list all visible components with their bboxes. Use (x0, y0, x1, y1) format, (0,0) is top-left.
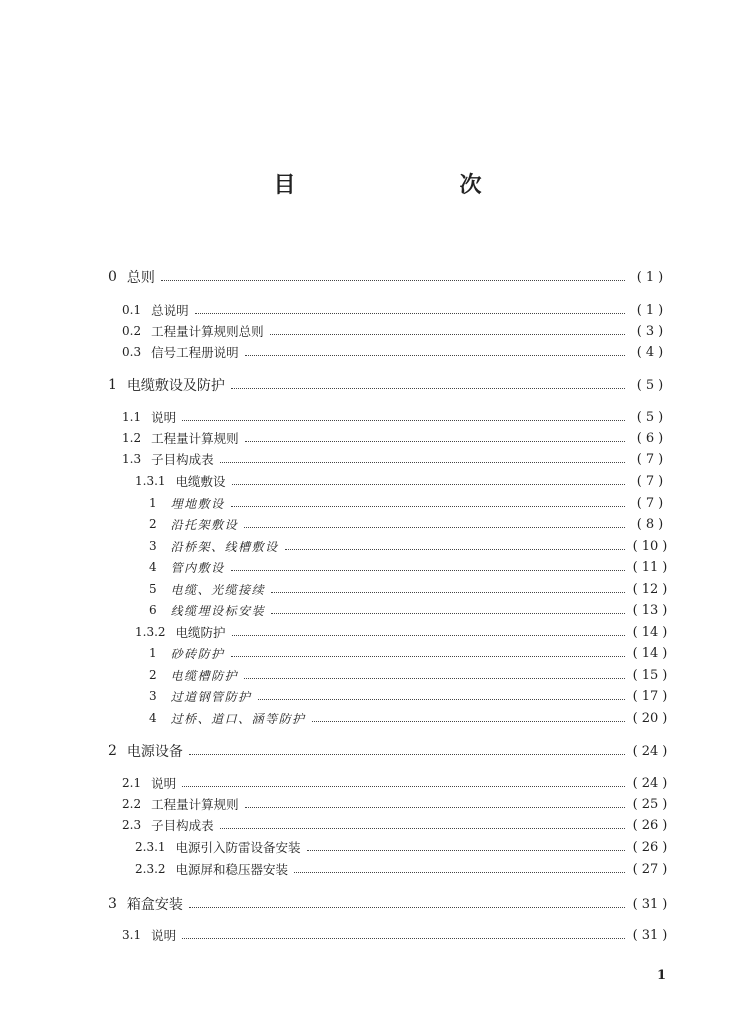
close-paren: ) (658, 302, 664, 318)
dot-leader (220, 827, 625, 829)
toc-entry-number: 3 (108, 896, 117, 912)
close-paren: ) (662, 743, 668, 759)
toc-entry-label: 电缆敷设 (175, 474, 226, 489)
toc-entry-number: 2 (149, 668, 157, 682)
toc-entry-page (631, 496, 669, 511)
toc-entry-page (631, 897, 669, 912)
close-paren: ) (662, 710, 668, 726)
toc-entry[interactable] (0, 375, 755, 395)
toc-entry[interactable] (0, 708, 755, 728)
toc-entry[interactable] (0, 300, 755, 320)
toc-entry[interactable] (0, 471, 755, 491)
open-paren: ( (636, 323, 642, 339)
close-paren: ) (662, 861, 668, 877)
open-paren: ( (636, 269, 642, 285)
toc-entry-page (631, 646, 669, 661)
open-paren: ( (632, 538, 638, 554)
dot-leader (232, 483, 625, 485)
toc-entry-page (631, 539, 669, 554)
toc-entry[interactable] (0, 837, 755, 857)
close-paren: ) (662, 645, 668, 661)
close-paren: ) (658, 495, 664, 511)
toc-entry-page (631, 270, 669, 285)
close-paren: ) (662, 667, 668, 683)
close-paren: ) (662, 688, 668, 704)
open-paren: ( (632, 839, 638, 855)
toc-entry-number: 1.1 (122, 410, 142, 424)
open-paren: ( (632, 624, 638, 640)
toc-entry-label: 电缆、光缆接续 (170, 582, 266, 597)
dot-leader (182, 785, 625, 787)
dot-leader (161, 279, 625, 281)
dot-leader (294, 871, 625, 873)
toc-entry-label: 沿托架敷设 (170, 517, 239, 532)
toc-entry[interactable] (0, 686, 755, 706)
close-paren: ) (662, 796, 668, 812)
close-paren: ) (662, 624, 668, 640)
close-paren: ) (658, 323, 664, 339)
toc-entry-label: 工程量计算规则总则 (151, 324, 264, 339)
toc-entry[interactable] (0, 557, 755, 577)
toc-entry-number: 1 (149, 496, 157, 510)
toc-entry-page-number: 10 (641, 538, 659, 554)
open-paren: ( (636, 451, 642, 467)
close-paren: ) (662, 581, 668, 597)
close-paren: ) (662, 538, 668, 554)
open-paren: ( (632, 817, 638, 833)
toc-entry-page-number: 7 (645, 451, 655, 467)
toc-entry-page (631, 776, 669, 791)
toc-entry-number: 0.3 (122, 345, 142, 359)
toc-entry-number: 2.2 (122, 797, 142, 811)
toc-entry-page-number: 4 (645, 344, 655, 360)
toc-entry-number: 0.2 (122, 324, 142, 338)
toc-entry-page-number: 6 (645, 430, 655, 446)
toc-entry-page-number: 31 (641, 896, 659, 912)
toc-entry-number: 2.3 (122, 818, 142, 832)
toc-entry-page (631, 452, 669, 467)
toc-entry[interactable] (0, 600, 755, 620)
toc-entry-number: 1 (149, 646, 157, 660)
close-paren: ) (658, 377, 664, 393)
toc-entry[interactable] (0, 428, 755, 448)
open-paren: ( (636, 302, 642, 318)
dot-leader (270, 333, 625, 335)
toc-entry[interactable] (0, 321, 755, 341)
toc-entry-number: 1 (108, 377, 117, 393)
close-paren: ) (662, 927, 668, 943)
open-paren: ( (632, 559, 638, 575)
toc-entry-label: 说明 (151, 928, 177, 943)
close-paren: ) (662, 839, 668, 855)
open-paren: ( (636, 409, 642, 425)
close-paren: ) (662, 602, 668, 618)
toc-entry-page (631, 668, 669, 683)
toc-entry-label: 工程量计算规则 (151, 797, 239, 812)
close-paren: ) (658, 409, 664, 425)
toc-entry-label: 管内敷设 (170, 560, 225, 575)
close-paren: ) (658, 451, 664, 467)
toc-entry[interactable] (0, 536, 755, 556)
open-paren: ( (632, 581, 638, 597)
toc-entry[interactable] (0, 643, 755, 663)
toc-entry-page (631, 345, 669, 360)
dot-leader (231, 655, 625, 657)
dot-leader (258, 698, 625, 700)
toc-entry-page-number: 27 (641, 861, 659, 877)
toc-entry-page-number: 14 (641, 645, 659, 661)
toc-entry-label: 电缆槽防护 (170, 668, 239, 683)
toc-entry-page-number: 24 (641, 743, 659, 759)
close-paren: ) (662, 896, 668, 912)
toc-entry[interactable] (0, 741, 755, 761)
toc-entry-label: 过桥、道口、涵等防护 (170, 711, 306, 726)
page-number: 1 (656, 968, 666, 983)
toc-entry-page-number: 3 (645, 323, 655, 339)
open-paren: ( (632, 667, 638, 683)
open-paren: ( (632, 743, 638, 759)
close-paren: ) (658, 473, 664, 489)
toc-entry-page (631, 797, 669, 812)
toc-entry[interactable] (0, 925, 755, 945)
toc-entry-label: 沿桥架、线槽敷设 (170, 539, 279, 554)
toc-entry-page (631, 603, 669, 618)
close-paren: ) (658, 344, 664, 360)
toc-entry-page-number: 11 (641, 559, 659, 575)
toc-entry-page (631, 840, 669, 855)
open-paren: ( (632, 775, 638, 791)
toc-entry-label: 电源设备 (126, 744, 183, 760)
toc-entry-number: 5 (149, 582, 157, 596)
toc-entry-number: 2.1 (122, 776, 142, 790)
toc-entry-page (631, 303, 669, 318)
dot-leader (182, 937, 625, 939)
toc-entry-number: 1.3.2 (135, 625, 166, 639)
toc-entry-label: 子目构成表 (151, 452, 214, 467)
toc-entry-page (631, 324, 669, 339)
toc-entry-label: 说明 (151, 410, 177, 425)
toc-entry[interactable] (0, 407, 755, 427)
page-title: 目 次 (273, 173, 522, 198)
toc-entry[interactable] (0, 267, 755, 287)
open-paren: ( (636, 377, 642, 393)
toc-entry-page (631, 517, 669, 532)
toc-entry[interactable] (0, 815, 755, 835)
toc-entry-page-number: 5 (645, 409, 655, 425)
dot-leader (195, 312, 625, 314)
dot-leader (232, 634, 625, 636)
close-paren: ) (658, 269, 664, 285)
dot-leader (245, 354, 625, 356)
dot-leader (220, 461, 625, 463)
open-paren: ( (636, 344, 642, 360)
toc-entry[interactable] (0, 342, 755, 362)
toc-entry-number: 2.3.2 (135, 862, 166, 876)
toc-entry-page-number: 7 (645, 473, 655, 489)
toc-entry-page-number: 20 (641, 710, 659, 726)
toc-entry-label: 线缆埋设标安装 (170, 603, 266, 618)
toc-entry[interactable] (0, 794, 755, 814)
toc-entry-page (631, 582, 669, 597)
toc-entry-page (631, 474, 669, 489)
toc-entry[interactable] (0, 514, 755, 534)
toc-entry-page-number: 12 (641, 581, 659, 597)
toc-entry-label: 总则 (126, 270, 155, 286)
open-paren: ( (636, 495, 642, 511)
toc-entry-number: 0.1 (122, 303, 142, 317)
close-paren: ) (658, 516, 664, 532)
toc-entry-number: 1.3 (122, 452, 142, 466)
dot-leader (271, 612, 625, 614)
dot-leader (312, 720, 625, 722)
toc-entry-page (631, 818, 669, 833)
dot-leader (244, 526, 625, 528)
toc-entry-page-number: 24 (641, 775, 659, 791)
open-paren: ( (632, 645, 638, 661)
toc-entry-page-number: 5 (645, 377, 655, 393)
toc-entry-page (631, 689, 669, 704)
toc-entry-number: 0 (108, 269, 117, 285)
toc-entry-page (631, 431, 669, 446)
toc-entry[interactable] (0, 665, 755, 685)
close-paren: ) (658, 430, 664, 446)
toc-entry-page (631, 625, 669, 640)
toc-entry-page-number: 7 (645, 495, 655, 511)
toc-entry-page-number: 25 (641, 796, 659, 812)
dot-leader (244, 677, 625, 679)
toc-entry-page-number: 31 (641, 927, 659, 943)
toc-entry-page-number: 26 (641, 817, 659, 833)
toc-entry-number: 2.3.1 (135, 840, 166, 854)
open-paren: ( (636, 430, 642, 446)
dot-leader (245, 440, 625, 442)
open-paren: ( (632, 796, 638, 812)
toc-entry-number: 3 (149, 689, 157, 703)
toc-entry-label: 总说明 (151, 303, 189, 318)
toc-entry-number: 2 (149, 517, 157, 531)
toc-entry-page-number: 1 (645, 302, 655, 318)
toc-entry-number: 4 (149, 711, 157, 725)
toc-entry-page (631, 744, 669, 759)
open-paren: ( (632, 688, 638, 704)
toc-entry-label: 箱盒安装 (126, 897, 183, 913)
toc-entry-page (631, 378, 669, 393)
dot-leader (285, 548, 625, 550)
toc-entry-page (631, 560, 669, 575)
dot-leader (245, 806, 625, 808)
dot-leader (271, 591, 625, 593)
toc-entry-label: 说明 (151, 776, 177, 791)
toc-entry[interactable] (0, 859, 755, 879)
toc-entry-page (631, 410, 669, 425)
toc-entry[interactable] (0, 493, 755, 513)
dot-leader (307, 849, 625, 851)
toc-entry[interactable] (0, 622, 755, 642)
toc-entry-label: 电缆防护 (175, 625, 226, 640)
toc-entry[interactable] (0, 894, 755, 914)
open-paren: ( (636, 516, 642, 532)
open-paren: ( (632, 710, 638, 726)
toc-entry-page (631, 862, 669, 877)
toc-entry-label: 工程量计算规则 (151, 431, 239, 446)
dot-leader (231, 505, 625, 507)
toc-entry-label: 过道钢管防护 (170, 689, 252, 704)
toc-entry-label: 电缆敷设及防护 (126, 378, 225, 394)
dot-leader (189, 906, 625, 908)
open-paren: ( (636, 473, 642, 489)
open-paren: ( (632, 861, 638, 877)
toc-entry-number: 3.1 (122, 928, 142, 942)
toc-entry-number: 2 (108, 743, 117, 759)
toc-entry-label: 电源屏和稳压器安装 (175, 862, 289, 877)
toc-entry-label: 信号工程册说明 (151, 345, 239, 360)
open-paren: ( (632, 896, 638, 912)
toc-entry-label: 埋地敷设 (170, 496, 225, 511)
dot-leader (231, 387, 625, 389)
toc-entry-label: 砂砖防护 (170, 646, 225, 661)
open-paren: ( (632, 602, 638, 618)
toc-entry-number: 1.2 (122, 431, 142, 445)
toc-entry-page-number: 15 (641, 667, 659, 683)
toc-entry-label: 电源引入防雷设备安装 (175, 840, 301, 855)
toc-entry-number: 4 (149, 560, 157, 574)
toc-entry[interactable] (0, 449, 755, 469)
toc-entry-number: 3 (149, 539, 157, 553)
toc-entry[interactable] (0, 773, 755, 793)
toc-entry-page-number: 13 (641, 602, 659, 618)
toc-entry[interactable] (0, 579, 755, 599)
toc-entry-page-number: 17 (641, 688, 659, 704)
toc-entry-label: 子目构成表 (151, 818, 214, 833)
dot-leader (231, 569, 625, 571)
close-paren: ) (662, 559, 668, 575)
toc-entry-page-number: 26 (641, 839, 659, 855)
close-paren: ) (662, 775, 668, 791)
close-paren: ) (662, 817, 668, 833)
toc-entry-page-number: 1 (645, 269, 655, 285)
open-paren: ( (632, 927, 638, 943)
toc-entry-page-number: 14 (641, 624, 659, 640)
toc-entry-page-number: 8 (645, 516, 655, 532)
dot-leader (189, 753, 625, 755)
dot-leader (182, 419, 625, 421)
toc-entry-page (631, 928, 669, 943)
toc-entry-number: 1.3.1 (135, 474, 166, 488)
toc-entry-page (631, 711, 669, 726)
toc-entry-number: 6 (149, 603, 157, 617)
